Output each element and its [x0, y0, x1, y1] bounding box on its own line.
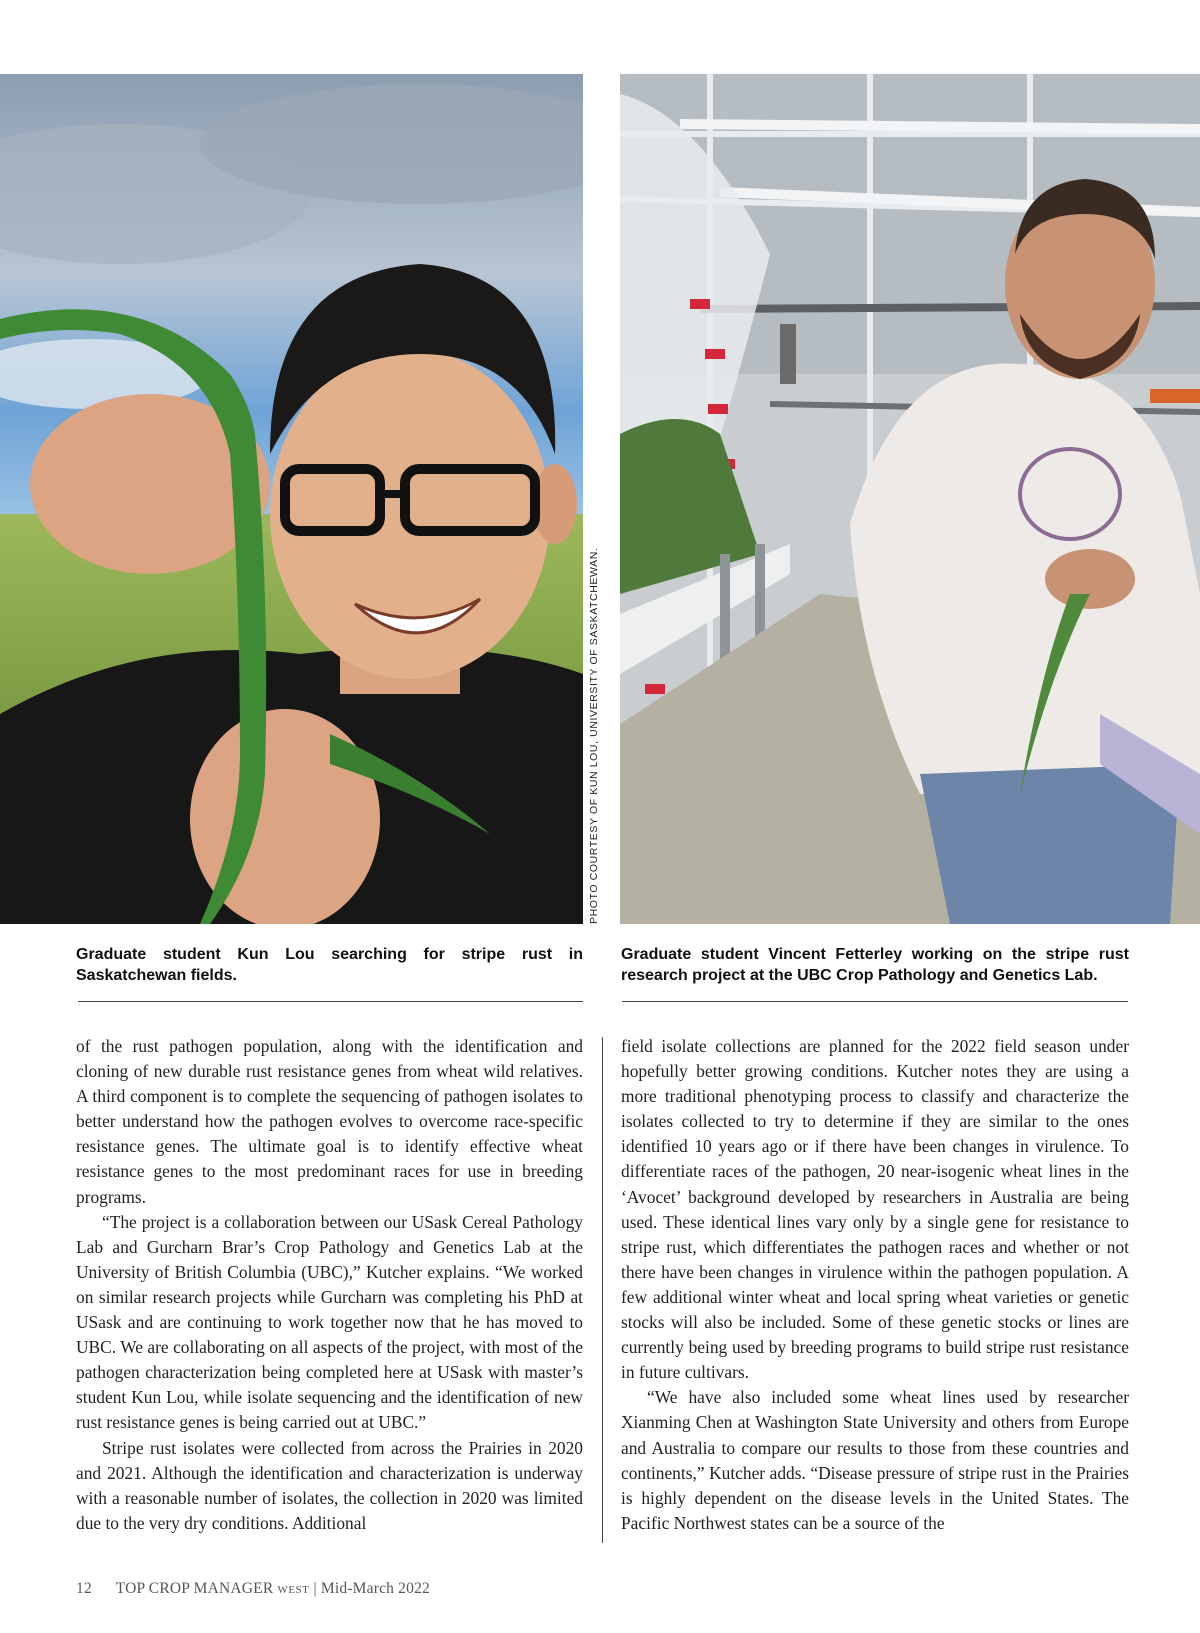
paragraph: of the rust pathogen population, along with the identification and cloning of new durable rust resistance genes from wheat wild relatives. A third component is to complete the sequencing of pathogen isolates to better understand how the pathogen evolves to overcome race-specific resistance genes. The ultimate goal is to identify effective wheat resistance genes to the most predominant races for use in breeding programs.	[76, 1036, 583, 1207]
page-footer	[76, 1580, 430, 1598]
magazine-edition: WEST	[277, 1584, 310, 1596]
photo-vincent-fetterley-image	[620, 74, 1200, 924]
issue-date: Mid-March 2022	[320, 1580, 430, 1597]
caption-left: Graduate student Kun Lou searching for stripe rust in Saskatchewan fields.	[76, 946, 583, 984]
paragraph: Stripe rust isolates were collected from across the Prairies in 2020 and 2021. Although the identification and characterization is underway with a reasonable number of isolates, the collection in 2020 was limited due to the very dry conditions. Additional	[76, 1437, 583, 1533]
footer-separator: |	[313, 1580, 317, 1597]
photo-credit: PHOTO COURTESY OF KUN LOU, UNIVERSITY OF SASKATCHEWAN.	[588, 547, 600, 924]
divider-left	[78, 1001, 583, 1002]
article-column-right	[621, 1034, 1129, 1536]
photo-kun-lou	[0, 74, 583, 924]
paragraph: “The project is a collaboration between our USask Cereal Pathology Lab and Gurcharn Brar’s Crop Pathology and Genetics Lab at the University of British Columbia (UBC),” Kutcher explains. “We worked on similar research projects while Gurcharn was completing his PhD at USask and are continuing to work together now that he has moved to UBC. We are collaborating on all aspects of the project, with most of the pathogen characterization being completed here at USask with master’s student Kun Lou, while isolate sequencing and the identification of new rust resistance genes is being carried out at UBC.”	[76, 1211, 583, 1433]
divider-right	[622, 1001, 1128, 1002]
page-number: 12	[76, 1580, 92, 1597]
photo-vincent-fetterley	[620, 74, 1200, 924]
paragraph: “We have also included some wheat lines used by researcher Xianming Chen at Washington State University and others from Europe and Australia to compare our results to those from these countries and continents,” Kutcher adds. “Disease pressure of stripe rust in the Prairies is highly dependent on the disease levels in the United States. The Pacific Northwest states can be a source of the	[621, 1387, 1129, 1533]
column-divider	[602, 1037, 603, 1543]
article-column-left	[76, 1034, 583, 1536]
photo-kun-lou-image	[0, 74, 583, 924]
paragraph: field isolate collections are planned for the 2022 field season under hopefully better growing conditions. Kutcher notes they are using a more traditional phenotyping process to classify and characterize the isolates collected to try to determine if they are similar to the ones identified 10 years ago or if there have been changes in virulence. To differentiate races of the pathogen, 20 near-isogenic wheat lines in the ‘Avocet’ background developed by researchers in Australia are being used. These identical lines vary only by a single gene for resistance to stripe rust, which differentiates the pathogen races and whether or not there have been changes in virulence within the pathogen population. A few additional winter wheat and local spring wheat varieties or genetic stocks will also be included. Some of these genetic stocks or lines are currently being used by breeding programs to build stripe rust resistance in future cultivars.	[621, 1036, 1129, 1383]
magazine-name: TOP CROP MANAGER	[115, 1580, 274, 1597]
caption-right: Graduate student Vincent Fetterley working on the stripe rust research project at the UBC Crop Pathology and Genetics Lab.	[621, 946, 1129, 984]
